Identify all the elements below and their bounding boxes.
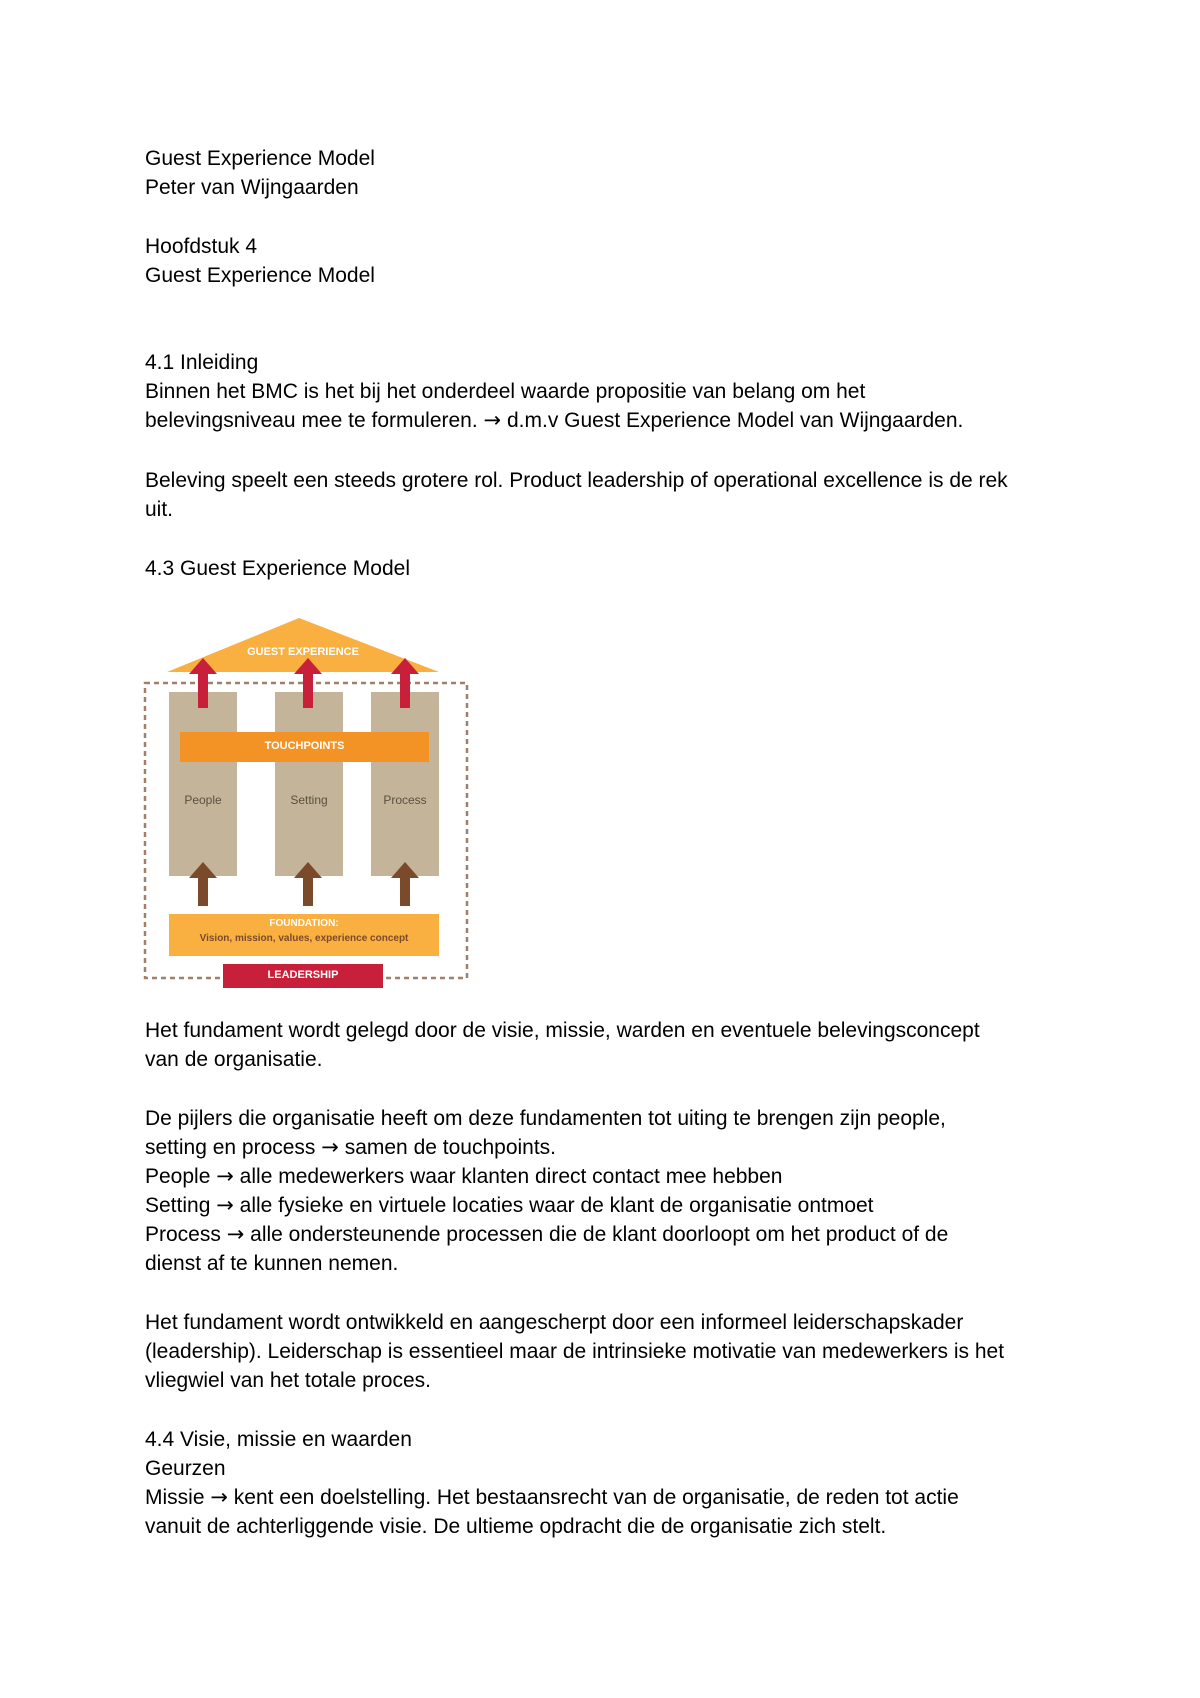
paragraph-line: De pijlers die organisatie heeft om deze fundamenten tot uiting te brengen zijn people, xyxy=(145,1107,946,1130)
arrow-icon: → xyxy=(216,1193,234,1217)
guest-experience-diagram xyxy=(143,618,473,990)
arrow-icon: → xyxy=(226,1222,245,1246)
text-span: Process xyxy=(145,1223,227,1246)
chapter-number: Hoofdstuk 4 xyxy=(145,235,258,258)
paragraph-line: Binnen het BMC is het bij het onderdeel waarde propositie van belang om het xyxy=(145,380,866,403)
pillar-label-people: People xyxy=(184,793,222,807)
paragraph-line xyxy=(145,1483,959,1512)
arrow-icon: → xyxy=(210,1485,228,1509)
text-span: samen de touchpoints. xyxy=(338,1136,557,1159)
text-span: Missie xyxy=(145,1486,211,1509)
paragraph-line xyxy=(145,1133,556,1162)
text-span: alle medewerkers waar klanten direct contact mee hebben xyxy=(233,1165,783,1188)
paragraph-line: Beleving speelt een steeds grotere rol. Product leadership of operational excellence is de rek xyxy=(145,469,1008,492)
text-span: alle ondersteunende processen die de klant doorloopt om het product of de xyxy=(244,1223,949,1246)
foundation-title: FOUNDATION: xyxy=(269,918,339,929)
paragraph-line: van de organisatie. xyxy=(145,1048,323,1071)
text-span: d.m.v Guest Experience Model van Wijngaarden. xyxy=(501,409,964,432)
paragraph-line: (leadership). Leiderschap is essentieel maar de intrinsieke motivatie van medewerkers is het xyxy=(145,1340,1005,1363)
pillar-label-process: Process xyxy=(383,793,427,807)
arrow-icon: → xyxy=(216,1164,234,1188)
document-author: Peter van Wijngaarden xyxy=(145,176,359,199)
paragraph-line: Het fundament wordt gelegd door de visie, missie, warden en eventuele belevingsconcept xyxy=(145,1019,980,1042)
arrow-icon: → xyxy=(483,408,502,432)
leadership-label: LEADERSHIP xyxy=(267,969,339,981)
text-span: People xyxy=(145,1165,217,1188)
paragraph-line: vliegwiel van het totale proces. xyxy=(145,1369,431,1392)
paragraph-line xyxy=(145,1162,782,1191)
paragraph-line xyxy=(145,1220,948,1249)
pillar-setting xyxy=(275,692,343,876)
document-title: Guest Experience Model xyxy=(145,147,375,170)
paragraph-line: uit. xyxy=(145,498,174,521)
touchpoints-label: TOUCHPOINTS xyxy=(264,740,345,752)
paragraph-line xyxy=(145,406,963,435)
paragraph-line xyxy=(145,1191,874,1220)
paragraph-line: dienst af te kunnen nemen. xyxy=(145,1252,399,1275)
pillar-process xyxy=(371,692,439,876)
paragraph-line: vanuit de achterliggende visie. De ultieme opdracht die de organisatie zich stelt. xyxy=(145,1515,887,1538)
pillar-label-setting: Setting xyxy=(290,793,328,807)
arrow-icon: → xyxy=(321,1135,339,1159)
text-span: belevingsniveau mee te formuleren. xyxy=(145,409,484,432)
section-heading: 4.4 Visie, missie en waarden xyxy=(145,1428,412,1451)
foundation-text: Vision, mission, values, experience concept xyxy=(199,933,409,944)
text-span: setting en process xyxy=(145,1136,322,1159)
paragraph-line: Het fundament wordt ontwikkeld en aangescherpt door een informeel leiderschapskader xyxy=(145,1311,964,1334)
pillar-people xyxy=(169,692,237,876)
text-span: alle fysieke en virtuele locaties waar de klant de organisatie ontmoet xyxy=(233,1194,874,1217)
roof-label: GUEST EXPERIENCE xyxy=(247,646,359,658)
chapter-title: Guest Experience Model xyxy=(145,264,375,287)
section-heading: 4.3 Guest Experience Model xyxy=(145,557,410,580)
paragraph-line: Geurzen xyxy=(145,1457,226,1480)
text-span: Setting xyxy=(145,1194,217,1217)
section-heading: 4.1 Inleiding xyxy=(145,351,259,374)
text-span: kent een doelstelling. Het bestaansrecht van de organisatie, de reden tot actie xyxy=(227,1486,959,1509)
